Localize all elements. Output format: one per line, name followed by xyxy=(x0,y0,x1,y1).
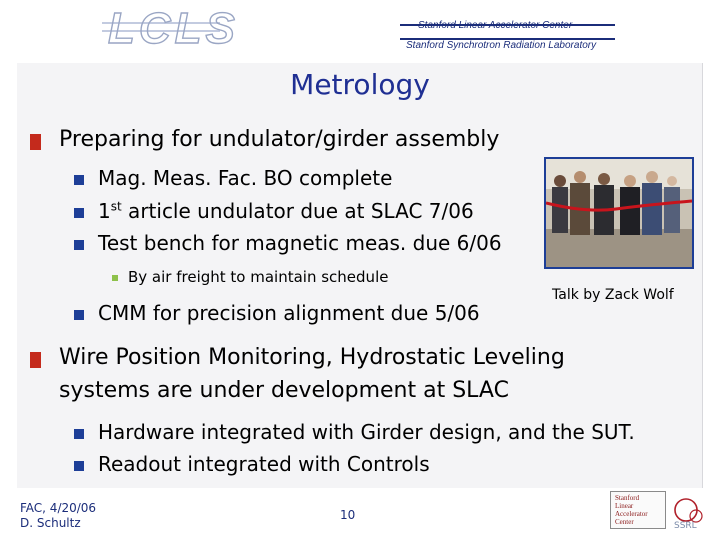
bullet-text: systems are under development at SLAC xyxy=(59,378,509,403)
bullet-text: CMM for precision alignment due 5/06 xyxy=(98,301,480,325)
page-number: 10 xyxy=(340,508,356,522)
bullet-text: By air freight to maintain schedule xyxy=(128,268,389,286)
bullet-text: 1st article undulator due at SLAC 7/06 xyxy=(98,199,474,223)
bullet-marker xyxy=(30,352,41,368)
bullet-text: Hardware integrated with Girder design, and the SUT. xyxy=(98,420,635,444)
bullet-marker xyxy=(30,134,41,150)
slide-title: Metrology xyxy=(290,68,430,101)
bullet-text: Preparing for undulator/girder assembly xyxy=(59,127,500,152)
footer-author: D. Schultz xyxy=(20,516,81,530)
bullet-text: Readout integrated with Controls xyxy=(98,452,430,476)
footer-date: FAC, 4/20/06 xyxy=(20,501,97,515)
photo-caption: Talk by Zack Wolf xyxy=(552,287,674,303)
bullet-text: Mag. Meas. Fac. BO complete xyxy=(98,166,393,190)
logo-line: Accelerator xyxy=(615,510,648,518)
bullet-marker xyxy=(74,461,84,471)
bullet-marker xyxy=(74,310,84,320)
bullet-marker xyxy=(74,240,84,250)
bullet-marker xyxy=(74,208,84,218)
footer-credit xyxy=(20,501,96,531)
logo-line: Center xyxy=(615,518,634,526)
bullet-text: Wire Position Monitoring, Hydrostatic Leveling xyxy=(59,345,565,370)
slac-logo xyxy=(610,491,666,529)
logo-line: Stanford xyxy=(615,494,640,502)
org-name-slac: Stanford Linear Accelerator Center xyxy=(418,20,573,31)
ssrl-text: SSRL xyxy=(674,521,697,531)
bullet-marker xyxy=(74,429,84,439)
org-name-ssrl: Stanford Synchrotron Radiation Laboratory xyxy=(406,40,597,51)
bullet-marker xyxy=(112,275,118,281)
logo-line: Linear xyxy=(615,502,634,510)
ribbon-cutting-photo xyxy=(544,157,694,269)
lcls-logo: LCLS xyxy=(108,4,239,53)
bullet-text: Test bench for magnetic meas. due 6/06 xyxy=(98,231,502,255)
bullet-marker xyxy=(74,175,84,185)
ssrl-logo xyxy=(668,494,708,538)
slide-header xyxy=(0,0,720,60)
